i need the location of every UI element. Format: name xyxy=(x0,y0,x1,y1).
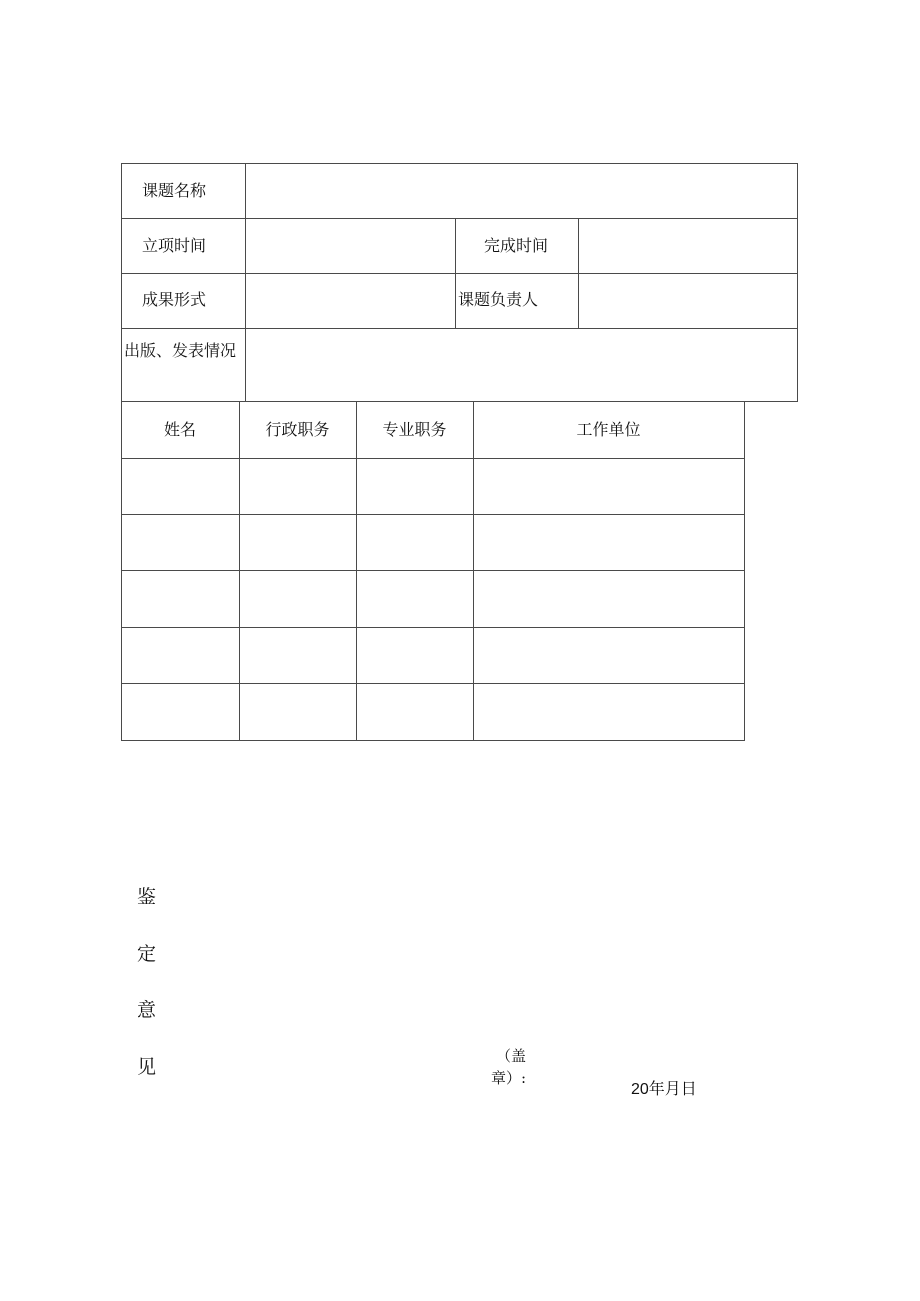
member-table-rule xyxy=(473,401,474,741)
member-table-border-left xyxy=(121,401,122,741)
info-table-rule xyxy=(121,328,798,329)
member-table-rule xyxy=(121,514,745,515)
member-table-rule xyxy=(356,401,357,741)
header-admin-title: 行政职务 xyxy=(265,420,330,439)
member-table-rule xyxy=(121,458,745,459)
leader-label: 课题负责人 xyxy=(458,290,539,309)
member-table-border-right xyxy=(744,401,745,741)
result-form-label: 成果形式 xyxy=(142,290,207,309)
appraisal-label-char: 鉴 xyxy=(137,886,157,908)
publication-label: 出版、发表情况 xyxy=(124,341,237,360)
info-table-rule xyxy=(121,218,798,219)
info-table-border-right xyxy=(797,163,798,402)
appraisal-label-char: 意 xyxy=(137,999,157,1021)
start-time-label: 立项时间 xyxy=(142,236,207,255)
stamp-note-line1: （盖 xyxy=(496,1047,527,1065)
header-professional-title: 专业职务 xyxy=(382,420,447,439)
header-work-unit: 工作单位 xyxy=(576,420,641,439)
appraisal-label-char: 见 xyxy=(137,1056,157,1078)
member-table-border-bottom xyxy=(121,740,745,741)
member-table-rule xyxy=(121,683,745,684)
finish-time-label: 完成时间 xyxy=(484,236,549,255)
info-table-rule xyxy=(245,163,246,402)
member-table-rule xyxy=(121,570,745,571)
appraisal-label-char: 定 xyxy=(137,943,157,965)
info-table-rule xyxy=(121,401,798,402)
member-table-rule xyxy=(121,627,745,628)
info-table-rule xyxy=(121,273,798,274)
header-name: 姓名 xyxy=(163,420,196,439)
info-table-rule xyxy=(455,218,456,329)
info-table-rule xyxy=(578,218,579,329)
info-table-border-top xyxy=(121,163,798,164)
member-table-rule xyxy=(239,401,240,741)
info-table-border-left xyxy=(121,163,122,402)
topic-name-label: 课题名称 xyxy=(142,181,207,200)
stamp-note-line2: 章）: xyxy=(491,1069,527,1087)
signature-date: 20年月日 xyxy=(631,1081,697,1098)
